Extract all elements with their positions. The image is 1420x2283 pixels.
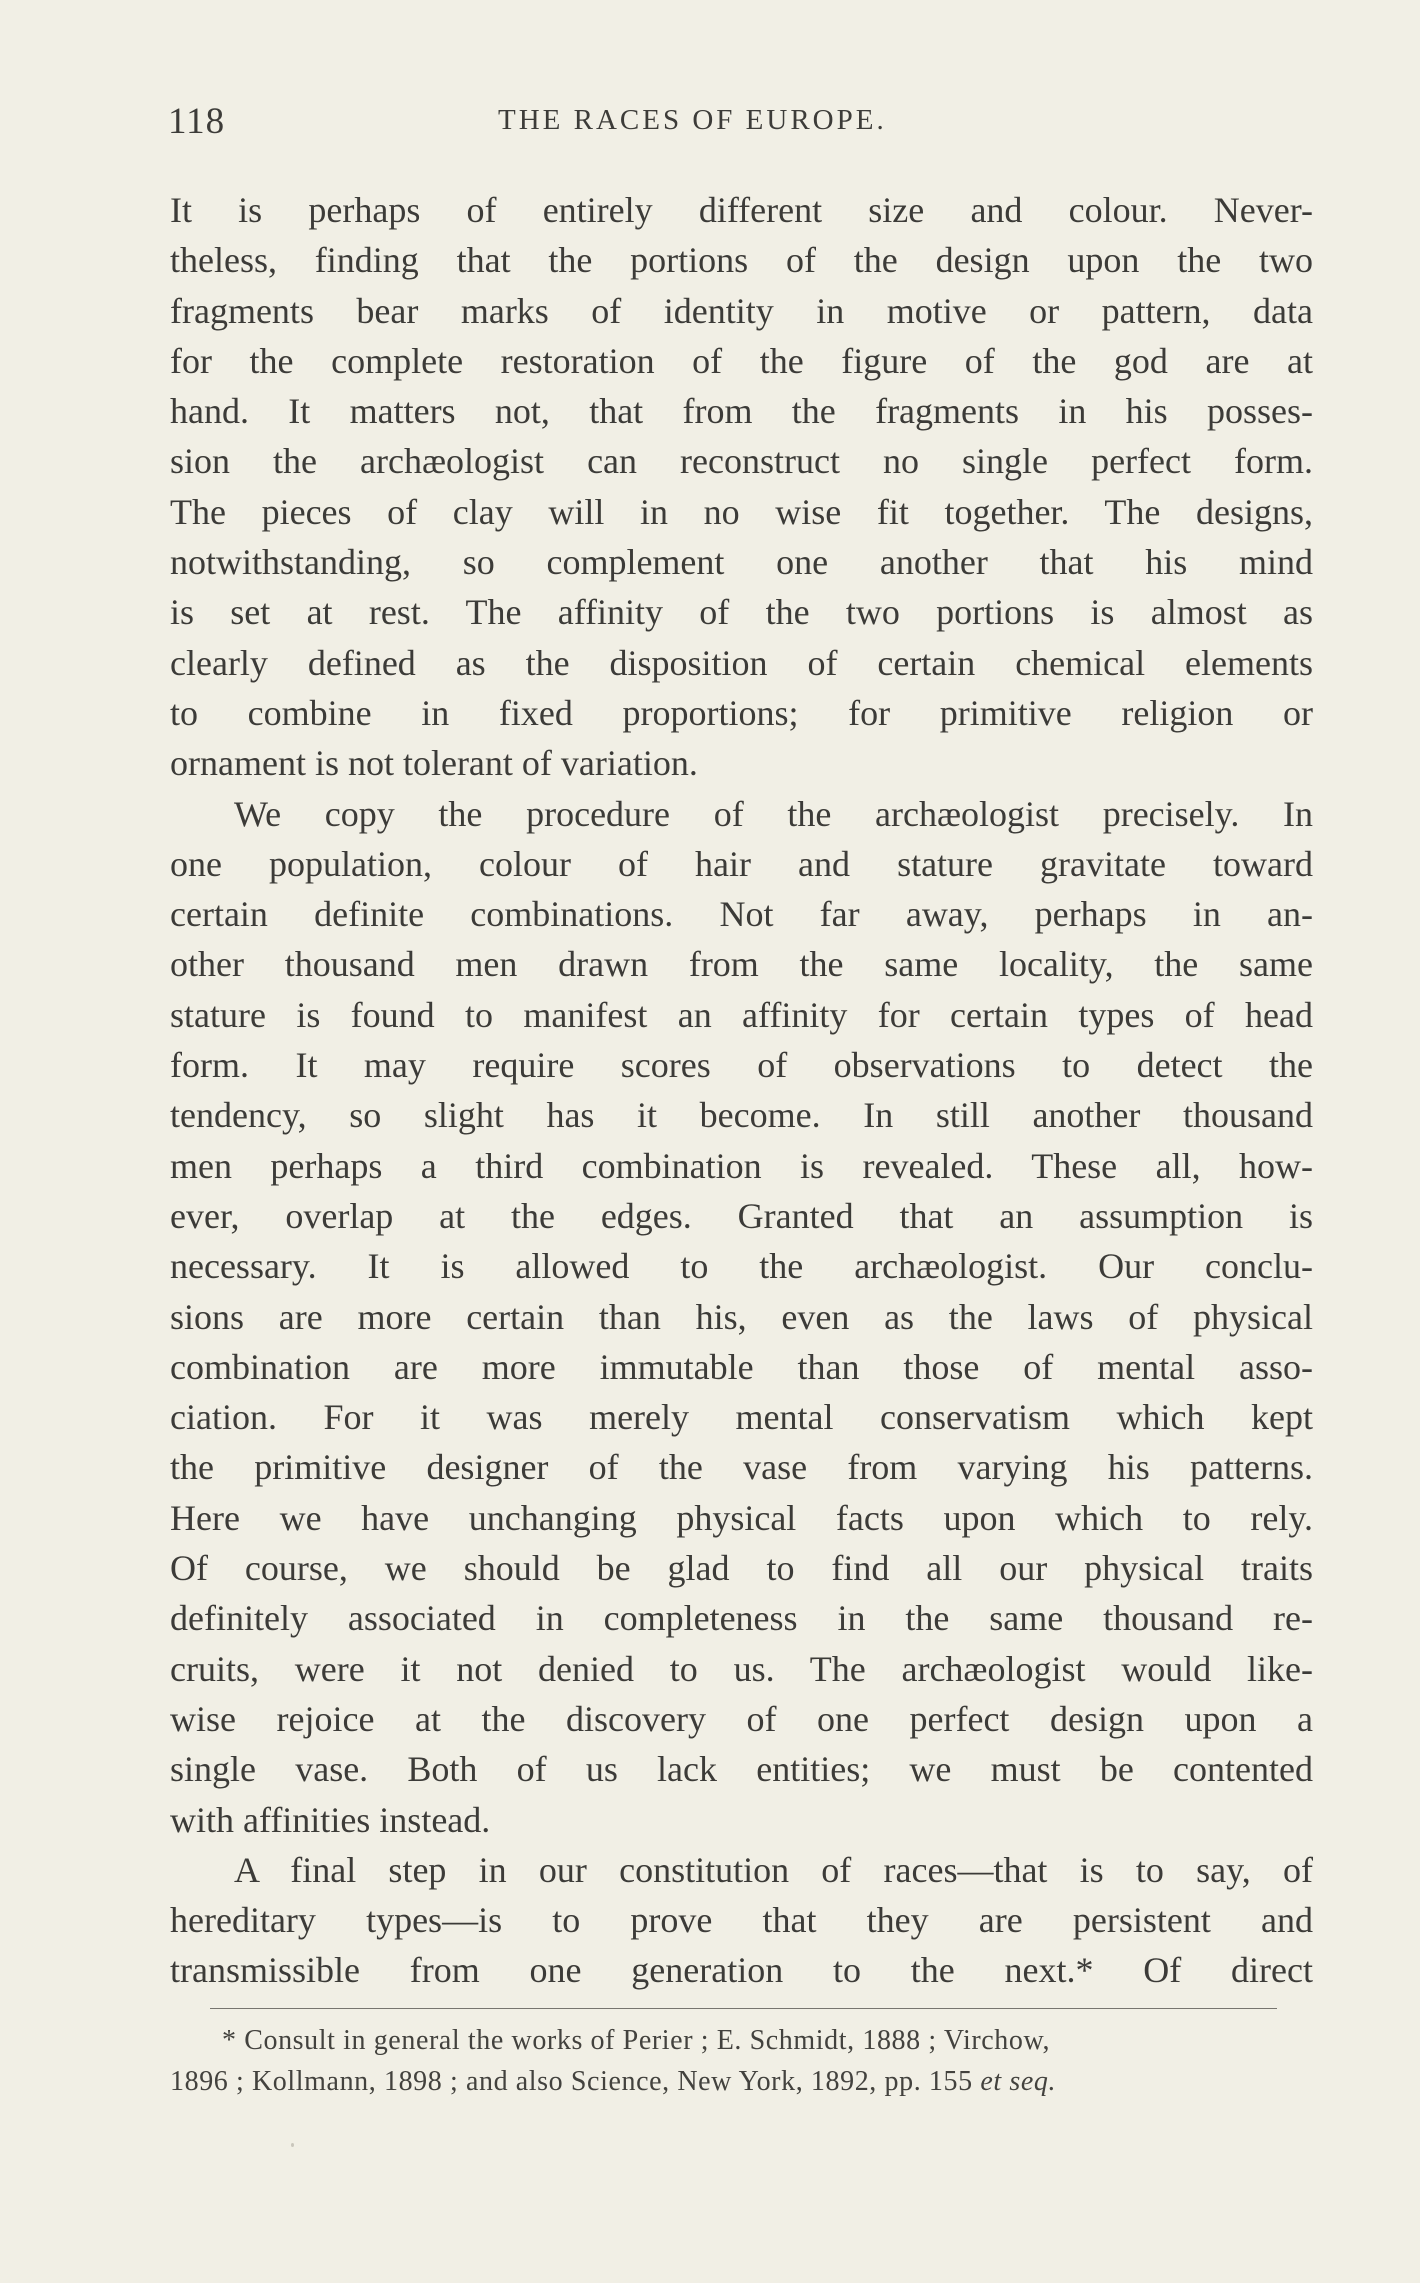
text-line: one population, colour of hair and stature gravitate toward (170, 843, 1313, 884)
text-line: certain definite combinations. Not far away, perhaps in an- (170, 894, 1313, 935)
text-line: It is perhaps of entirely different size and colour. Never- (170, 190, 1313, 230)
footnote (170, 2020, 1313, 2102)
text-line: Here we have unchanging physical facts upon which to rely. (170, 1497, 1313, 1538)
footnote-line: * Consult in general the works of Perier ; E. Schmidt, 1888 ; Virchow, (222, 2025, 1051, 2056)
footnote-italic-text: et seq. (980, 2066, 1057, 2097)
text-line: hereditary types—is to prove that they are persistent and (170, 1900, 1313, 1941)
text-line: is set at rest. The affinity of the two portions is almost as (170, 592, 1313, 633)
text-line: transmissible from one generation to the next.* Of direct (170, 1950, 1313, 1991)
text-line: necessary. It is allowed to the archæologist. Our conclu- (170, 1246, 1313, 1287)
text-line: sions are more certain than his, even as the laws of physical (170, 1296, 1313, 1337)
text-line: wise rejoice at the discovery of one perfect design upon a (170, 1698, 1313, 1739)
text-line: hand. It matters not, that from the fragments in his posses- (170, 391, 1313, 432)
text-line: to combine in fixed proportions; for primitive religion or (170, 692, 1313, 733)
text-line: tendency, so slight has it become. In still another thousand (170, 1095, 1313, 1136)
text-line: form. It may require scores of observations to detect the (170, 1045, 1313, 1086)
paragraph-start-line: A final step in our constitution of races—that is to say, of (234, 1849, 1313, 1890)
text-line: The pieces of clay will in no wise fit together. The designs, (170, 491, 1313, 532)
text-line: the primitive designer of the vase from varying his patterns. (170, 1447, 1313, 1488)
text-line: stature is found to manifest an affinity for certain types of head (170, 994, 1313, 1035)
paper-speck (291, 2143, 294, 2147)
text-line: fragments bear marks of identity in motive or pattern, data (170, 290, 1313, 331)
paragraph-end-line: with affinities instead. (170, 1799, 491, 1840)
paragraph-start-line: We copy the procedure of the archæologist precisely. In (234, 793, 1313, 834)
text-line: Of course, we should be glad to find all our physical traits (170, 1548, 1313, 1589)
footnote-text: 1896 ; Kollmann, 1898 ; and also Science, New York, 1892, pp. 155 (170, 2066, 981, 2097)
footnote-divider (210, 2008, 1277, 2009)
text-line: for the complete restoration of the figure of the god are at (170, 340, 1313, 381)
text-line: definitely associated in completeness in the same thousand re- (170, 1598, 1313, 1639)
paragraph-end-line: ornament is not tolerant of variation. (170, 743, 698, 784)
text-line: single vase. Both of us lack entities; we must be contented (170, 1749, 1313, 1790)
running-head (168, 100, 1316, 150)
text-line: other thousand men drawn from the same locality, the same (170, 944, 1313, 985)
text-line: men perhaps a third combination is revealed. These all, how- (170, 1145, 1313, 1186)
text-line: notwithstanding, so complement one another that his mind (170, 542, 1313, 583)
page-number: 118 (168, 101, 226, 142)
text-line: clearly defined as the disposition of certain chemical elements (170, 642, 1313, 683)
text-line: combination are more immutable than those of mental asso- (170, 1346, 1313, 1387)
text-line: theless, finding that the portions of the design upon the two (170, 240, 1313, 281)
body-text (170, 185, 1313, 1996)
text-line: sion the archæologist can reconstruct no single perfect form. (170, 441, 1313, 482)
text-line: ciation. For it was merely mental conservatism which kept (170, 1397, 1313, 1438)
running-title: THE RACES OF EUROPE. (498, 104, 887, 136)
footnote-line (170, 2061, 1313, 2102)
text-line: ever, overlap at the edges. Granted that an assumption is (170, 1195, 1313, 1236)
text-line: cruits, were it not denied to us. The archæologist would like- (170, 1648, 1313, 1689)
